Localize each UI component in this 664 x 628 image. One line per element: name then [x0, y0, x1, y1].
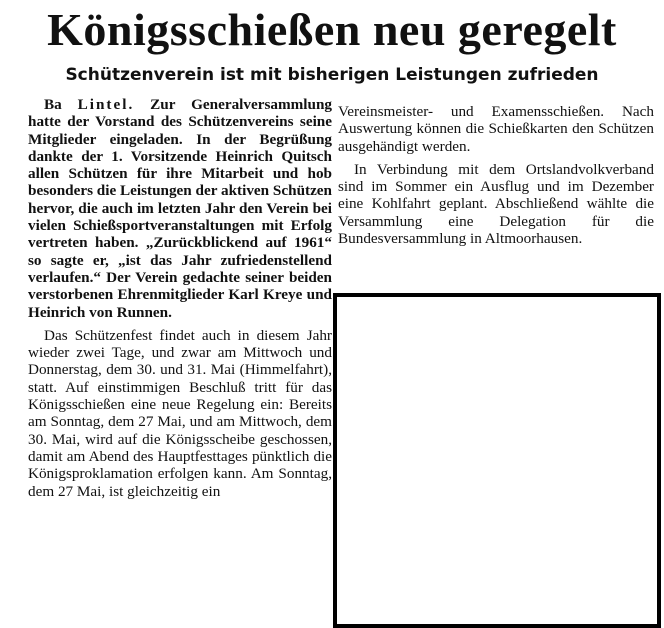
- column-right: [338, 103, 654, 247]
- byline: Ba: [44, 96, 62, 113]
- paragraph-2-continued: Vereinsmeister- und Examensschießen. Nach Auswertung können die Schießkarten den Schützen ausgehändigt werden.: [338, 103, 654, 155]
- dateline-place: Lintel.: [77, 96, 135, 113]
- lead-paragraph: [28, 96, 332, 321]
- paragraph-2: Das Schützenfest findet auch in diesem Jahr wieder zwei Tage, und zwar am Mittwoch und Donnerstag, dem 30. und 31. Mai (Himmelfahrt), statt. Auf einstimmigen Beschluß tritt für das Königsschießen eine neue Regelung ein: Bereits am Sonntag, dem 27 Mai, und am Mittwoch, dem 30. Mai, wird auf die Königsscheibe geschossen, damit am Abend des Hauptfesttages pünktlich die Königsproklamation erfolgen kann. Am Sonntag, dem 27 Mai, ist gleichzeitig ein: [28, 326, 332, 500]
- lead-text: Zur Generalversammlung hatte der Vorstand des Schützenvereins seine Mitglieder eingeladen. In der Begrüßung dankte der 1. Vorsitzende Heinrich Quitsch allen Schützen für ihre Mitarbeit und hob besonders die Leistungen der aktiven Schützen hervor, die auch im letzten Jahr den Verein bei vielen Schießsportveranstaltungen mit Erfolg vertreten haben. „Zurückblickend auf 1961“ so sagte er, „ist das Jahr zufriedenstellend verlaufen.“ Der Verein gedachte seiner beiden verstorbenen Ehrenmitglieder Karl Kreye und Heinrich von Runnen.: [28, 96, 332, 321]
- subheadline: Schützenverein ist mit bisherigen Leistungen zufrieden: [65, 65, 599, 85]
- blank-box: [333, 293, 661, 628]
- headline: Königsschießen neu geregelt: [47, 4, 617, 55]
- paragraph-3: In Verbindung mit dem Ortslandvolkverband sind im Sommer ein Ausflug und im Dezember eine Kohlfahrt geplant. Abschließend wählte die Versammlung eine Delegation für die Bundesversammlung in Altmoorhausen.: [338, 160, 654, 248]
- column-left: [28, 96, 332, 500]
